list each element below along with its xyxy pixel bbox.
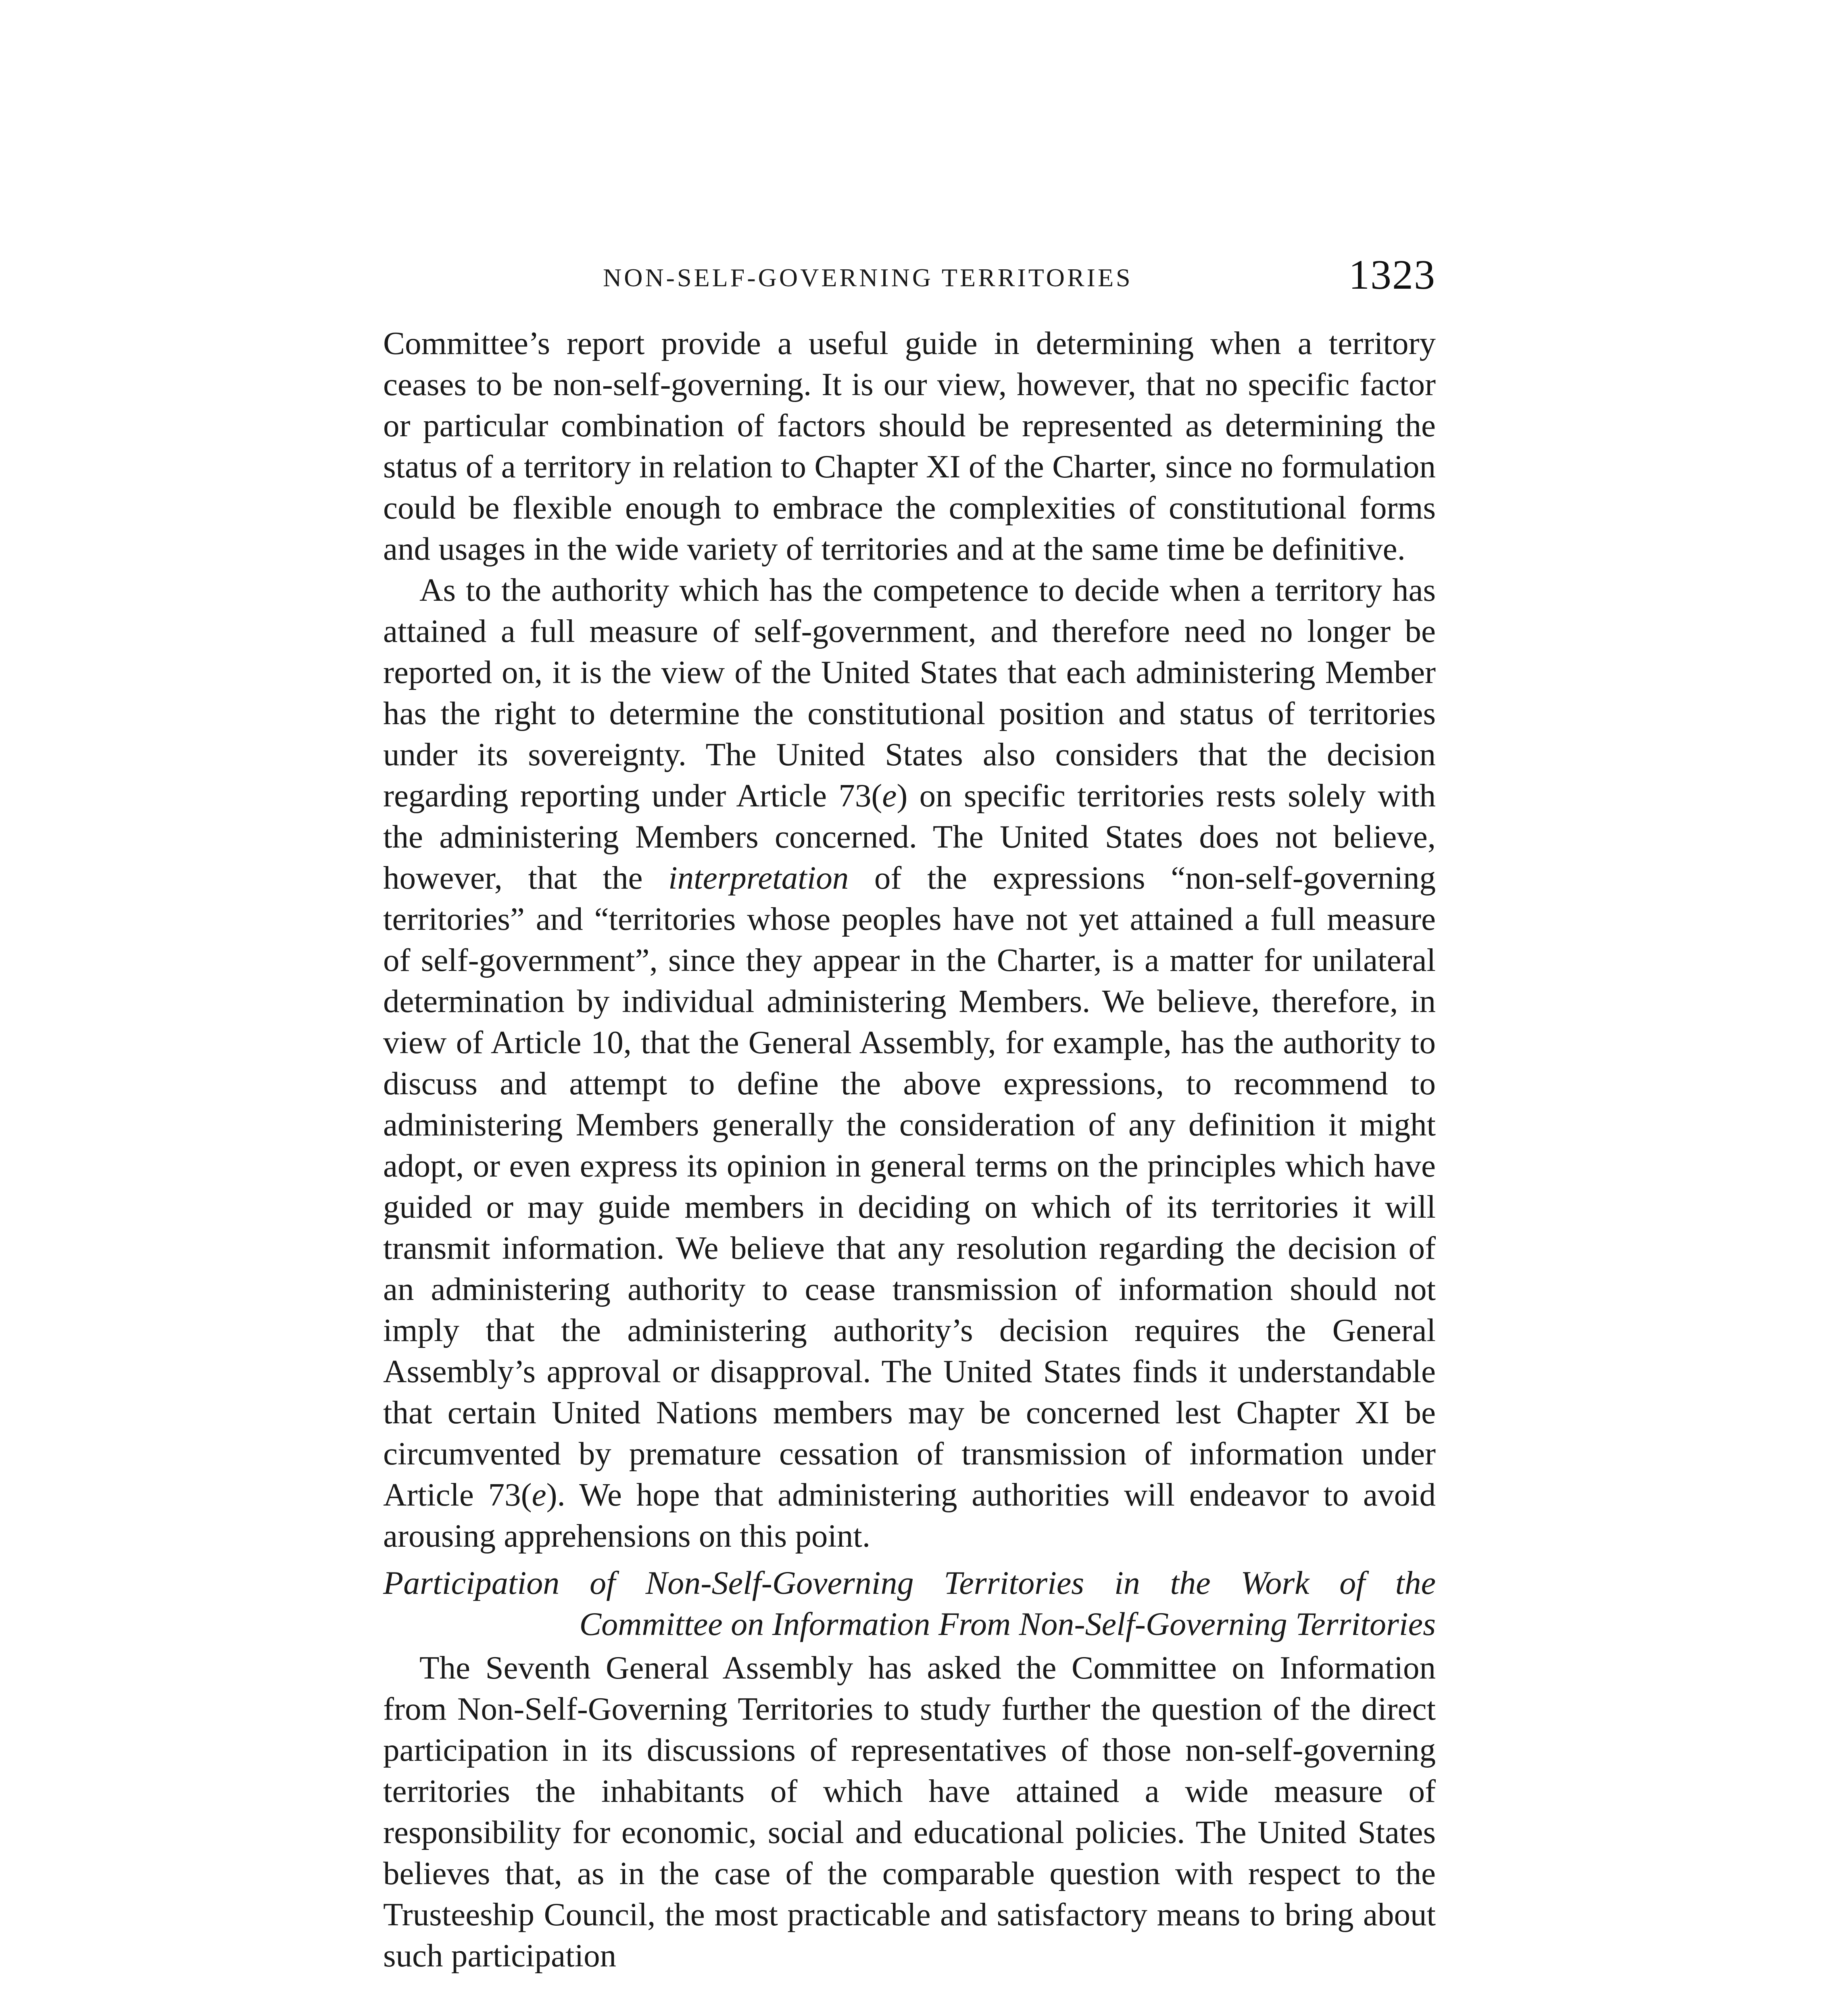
section-heading-line-2: Committee on Information From Non-Self-Governing Territories [579, 1606, 1436, 1642]
paragraph-continuation: Committee’s report provide a useful guide in determining when a territory ceases to be non-self-governing. It is our view, however, that no specific factor or particular combination of factors should be represented as determining the status of a territory in relation to Chapter XI of the Charter, since no formulation could be flexible enough to embrace the complexities of constitutional forms and usages in the wide variety of territories and at the same time be definitive. [383, 325, 1436, 567]
page-number: 1323 [1349, 252, 1436, 298]
running-head [383, 242, 1436, 302]
body-text [383, 323, 1436, 1976]
paragraph-authority-part-b: ) on specific territories rests solely with the administering Members concerned. The United States does not believe, however, that the [383, 777, 1436, 896]
article-letter-e: e [882, 777, 897, 814]
paragraph-authority [383, 569, 1436, 1556]
paragraph-authority-part-d: ). We hope that administering authorities will endeavor to avoid arousing apprehensions on this point. [383, 1477, 1436, 1554]
article-letter-e: e [532, 1477, 546, 1513]
emphasis-interpretation: interpretation [668, 860, 849, 896]
section-heading [383, 1562, 1436, 1645]
paragraph-participation: The Seventh General Assembly has asked the Committee on Information from Non-Self-Governing Territories to study further the question of the direct participation in its discussions of representatives of those non-self-governing territories the inhabitants of which have attained a wide measure of responsibility for economic, social and educational policies. The United States believes that, as in the case of the comparable question with respect to the Trusteeship Council, the most practicable and satisfactory means to bring about such participation [383, 1649, 1436, 1974]
section-heading-line-1: Participation of Non-Self-Governing Territories in the Work of the [383, 1564, 1436, 1601]
paragraph-authority-part-a: As to the authority which has the competence to decide when a territory has attained a full measure of self-government, and therefore need no longer be reported on, it is the view of the United States that each administering Member has the right to determine the constitutional position and status of territories under its sovereignty. The United States also considers that the decision regarding reporting under Article 73( [383, 572, 1436, 814]
paragraph-authority-part-c: of the expressions “non-self-governing territories” and “territories whose peoples have not yet attained a full measure of self-government”, since they appear in the Charter, is a matter for unilateral determination by individual administering Members. We believe, therefore, in view of Article 10, that the General Assembly, for example, has the authority to discuss and attempt to define the above expressions, to recommend to administering Members generally the consideration of any definition it might adopt, or even express its opinion in general terms on the principles which have guided or may guide members in deciding on which of its territories it will transmit information. We believe that any resolution regarding the decision of an administering authority to cease transmission of information should not imply that the administering authority’s decision requires the General Assembly’s approval or disapproval. The United States finds it understandable that certain United Nations members may be concerned lest Chapter XI be circumvented by premature cessation of transmission of information under Article 73( [383, 860, 1436, 1513]
running-title: NON-SELF-GOVERNING TERRITORIES [603, 263, 1133, 292]
